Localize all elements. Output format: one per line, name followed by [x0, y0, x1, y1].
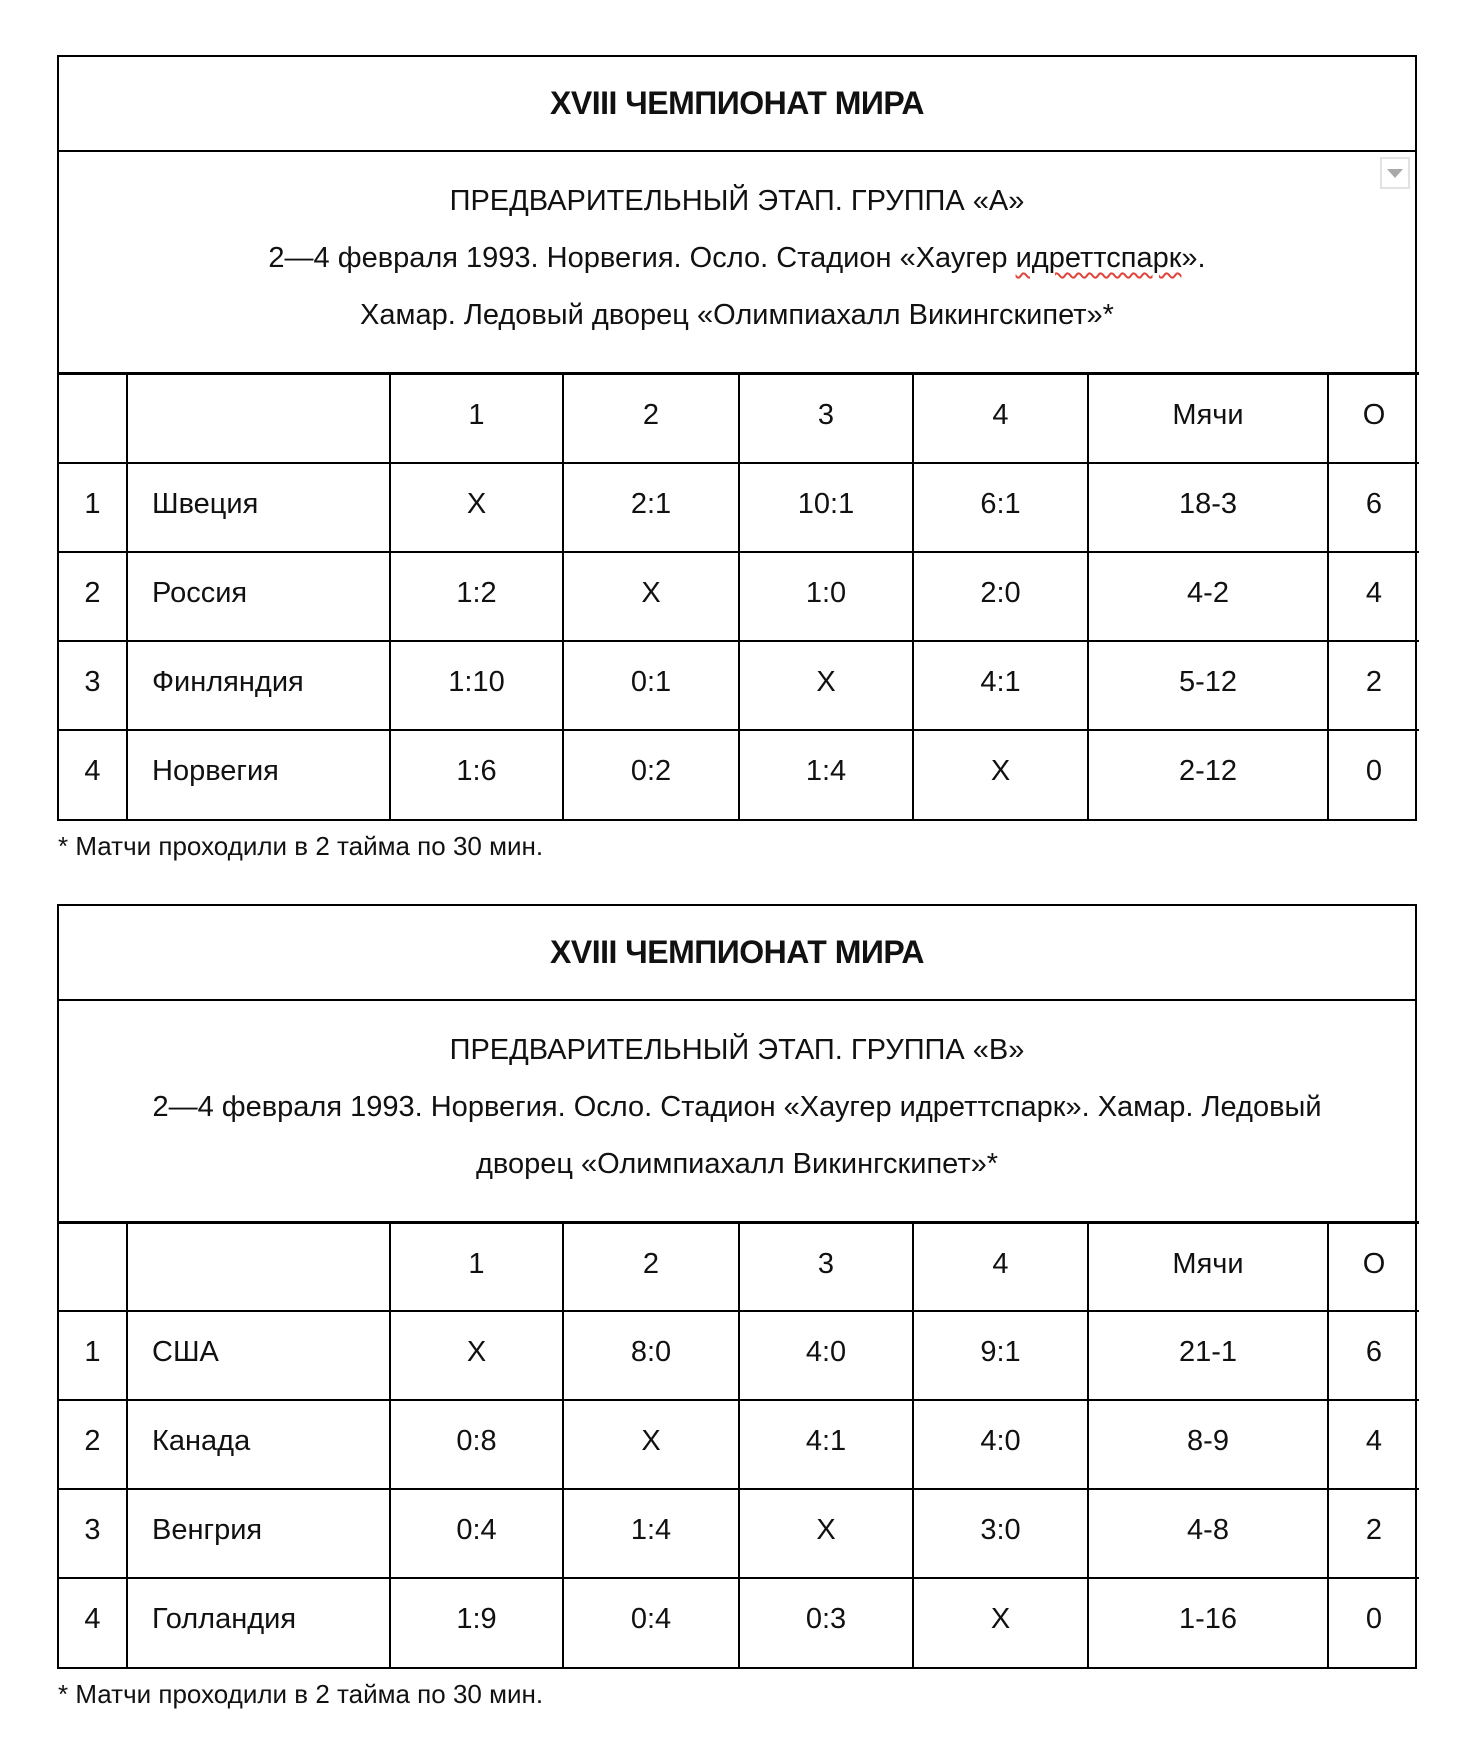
cell-position: 3: [59, 1489, 127, 1578]
cell-score-3: 1:0: [739, 552, 913, 641]
standings-table-group-a: [59, 372, 1419, 819]
cell-points: 4: [1328, 1400, 1419, 1489]
date-text-after: ».: [1181, 242, 1206, 274]
cell-score-1: 1:2: [390, 552, 563, 641]
cell-score-3: X: [739, 1489, 913, 1578]
cell-goals: 5-12: [1088, 641, 1328, 730]
table-row: [59, 1578, 1419, 1667]
header-points: О: [1328, 374, 1419, 463]
cell-position: 2: [59, 552, 127, 641]
cell-score-1: X: [390, 1311, 563, 1400]
header-position: [59, 374, 127, 463]
cell-team: Норвегия: [127, 730, 390, 819]
event-date-location-line2: Хамар. Ледовый дворец «Олимпиахалл Викингскипет»*: [360, 299, 1114, 331]
cell-position: 1: [59, 1311, 127, 1400]
cell-points: 2: [1328, 641, 1419, 730]
cell-score-2: 8:0: [563, 1311, 739, 1400]
date-text-before: 2—4 февраля 1993. Норвегия. Осло. Стадион «Хаугер: [268, 242, 1016, 274]
cell-goals: 21-1: [1088, 1311, 1328, 1400]
table-row: [59, 641, 1419, 730]
cell-points: 6: [1328, 1311, 1419, 1400]
standings-table-group-b: [59, 1221, 1419, 1668]
cell-team: Швеция: [127, 463, 390, 552]
chevron-down-icon: [1387, 169, 1403, 178]
stage-subtitle: ПРЕДВАРИТЕЛЬНЫЙ ЭТАП. ГРУППА «А»: [449, 185, 1025, 217]
cell-goals: 8-9: [1088, 1400, 1328, 1489]
cell-score-2: 0:2: [563, 730, 739, 819]
cell-team: Голландия: [127, 1578, 390, 1667]
cell-score-1: 1:10: [390, 641, 563, 730]
cell-goals: 1-16: [1088, 1578, 1328, 1667]
cell-score-4: 6:1: [913, 463, 1088, 552]
cell-score-1: 1:6: [390, 730, 563, 819]
cell-score-4: 2:0: [913, 552, 1088, 641]
table-row: [59, 730, 1419, 819]
cell-points: 6: [1328, 463, 1419, 552]
table-row: [59, 1489, 1419, 1578]
cell-team: Венгрия: [127, 1489, 390, 1578]
cell-team: США: [127, 1311, 390, 1400]
cell-score-3: 4:0: [739, 1311, 913, 1400]
header-row: [59, 1222, 1419, 1311]
cell-score-4: 9:1: [913, 1311, 1088, 1400]
cell-score-3: 0:3: [739, 1578, 913, 1667]
header-team: [127, 1222, 390, 1311]
event-date-location-line1: 2—4 февраля 1993. Норвегия. Осло. Стадион «Хаугер идреттспарк». Хамар. Ледовый: [152, 1090, 1322, 1123]
cell-position: 3: [59, 641, 127, 730]
stage-subtitle: ПРЕДВАРИТЕЛЬНЫЙ ЭТАП. ГРУППА «В»: [449, 1033, 1025, 1066]
cell-score-2: X: [563, 1400, 739, 1489]
header-col-3: 3: [739, 374, 913, 463]
header-col-2: 2: [563, 1222, 739, 1311]
cell-goals: 2-12: [1088, 730, 1328, 819]
footnote: * Матчи проходили в 2 тайма по 30 мин.: [58, 1679, 544, 1709]
cell-score-2: 0:4: [563, 1578, 739, 1667]
header-col-4: 4: [913, 1222, 1088, 1311]
group-a-info: [59, 152, 1415, 372]
header-col-3: 3: [739, 1222, 913, 1311]
table-title: XVIII ЧЕМПИОНАТ МИРА: [59, 906, 1415, 1001]
cell-points: 4: [1328, 552, 1419, 641]
cell-position: 1: [59, 463, 127, 552]
cell-goals: 4-2: [1088, 552, 1328, 641]
cell-score-3: X: [739, 641, 913, 730]
event-date-location-line2: дворец «Олимпиахалл Викингскипет»*: [475, 1147, 999, 1180]
header-col-1: 1: [390, 1222, 563, 1311]
cell-team: Канада: [127, 1400, 390, 1489]
cell-goals: 18-3: [1088, 463, 1328, 552]
cell-score-2: 1:4: [563, 1489, 739, 1578]
header-col-1: 1: [390, 374, 563, 463]
cell-score-3: 10:1: [739, 463, 913, 552]
cell-score-4: 4:1: [913, 641, 1088, 730]
cell-points: 0: [1328, 730, 1419, 819]
cell-position: 4: [59, 1578, 127, 1667]
cell-position: 2: [59, 1400, 127, 1489]
header-row: [59, 374, 1419, 463]
cell-score-4: X: [913, 730, 1088, 819]
header-goals: Мячи: [1088, 1222, 1328, 1311]
collapse-button[interactable]: [1380, 157, 1410, 189]
header-position: [59, 1222, 127, 1311]
cell-score-4: 4:0: [913, 1400, 1088, 1489]
table-row: [59, 463, 1419, 552]
cell-points: 0: [1328, 1578, 1419, 1667]
footnote: * Матчи проходили в 2 тайма по 30 мин.: [58, 830, 544, 861]
cell-score-1: 1:9: [390, 1578, 563, 1667]
header-team: [127, 374, 390, 463]
header-points: О: [1328, 1222, 1419, 1311]
header-goals: Мячи: [1088, 374, 1328, 463]
event-date-location-line1: [79, 237, 1395, 279]
cell-team: Финляндия: [127, 641, 390, 730]
misspelled-word: идреттспарк: [1015, 242, 1182, 274]
table-row: [59, 552, 1419, 641]
header-col-2: 2: [563, 374, 739, 463]
table-title: XVIII ЧЕМПИОНАТ МИРА: [59, 57, 1415, 152]
cell-score-1: 0:8: [390, 1400, 563, 1489]
cell-team: Россия: [127, 552, 390, 641]
table-row: [59, 1400, 1419, 1489]
group-b-card: [57, 904, 1417, 1670]
group-a-card: [57, 55, 1417, 821]
cell-position: 4: [59, 730, 127, 819]
table-row: [59, 1311, 1419, 1400]
cell-score-1: 0:4: [390, 1489, 563, 1578]
cell-score-4: 3:0: [913, 1489, 1088, 1578]
cell-score-1: X: [390, 463, 563, 552]
cell-score-4: X: [913, 1578, 1088, 1667]
cell-score-3: 4:1: [739, 1400, 913, 1489]
cell-score-2: X: [563, 552, 739, 641]
cell-points: 2: [1328, 1489, 1419, 1578]
cell-score-2: 2:1: [563, 463, 739, 552]
group-b-info: [59, 1001, 1415, 1221]
header-col-4: 4: [913, 374, 1088, 463]
cell-score-2: 0:1: [563, 641, 739, 730]
cell-score-3: 1:4: [739, 730, 913, 819]
cell-goals: 4-8: [1088, 1489, 1328, 1578]
